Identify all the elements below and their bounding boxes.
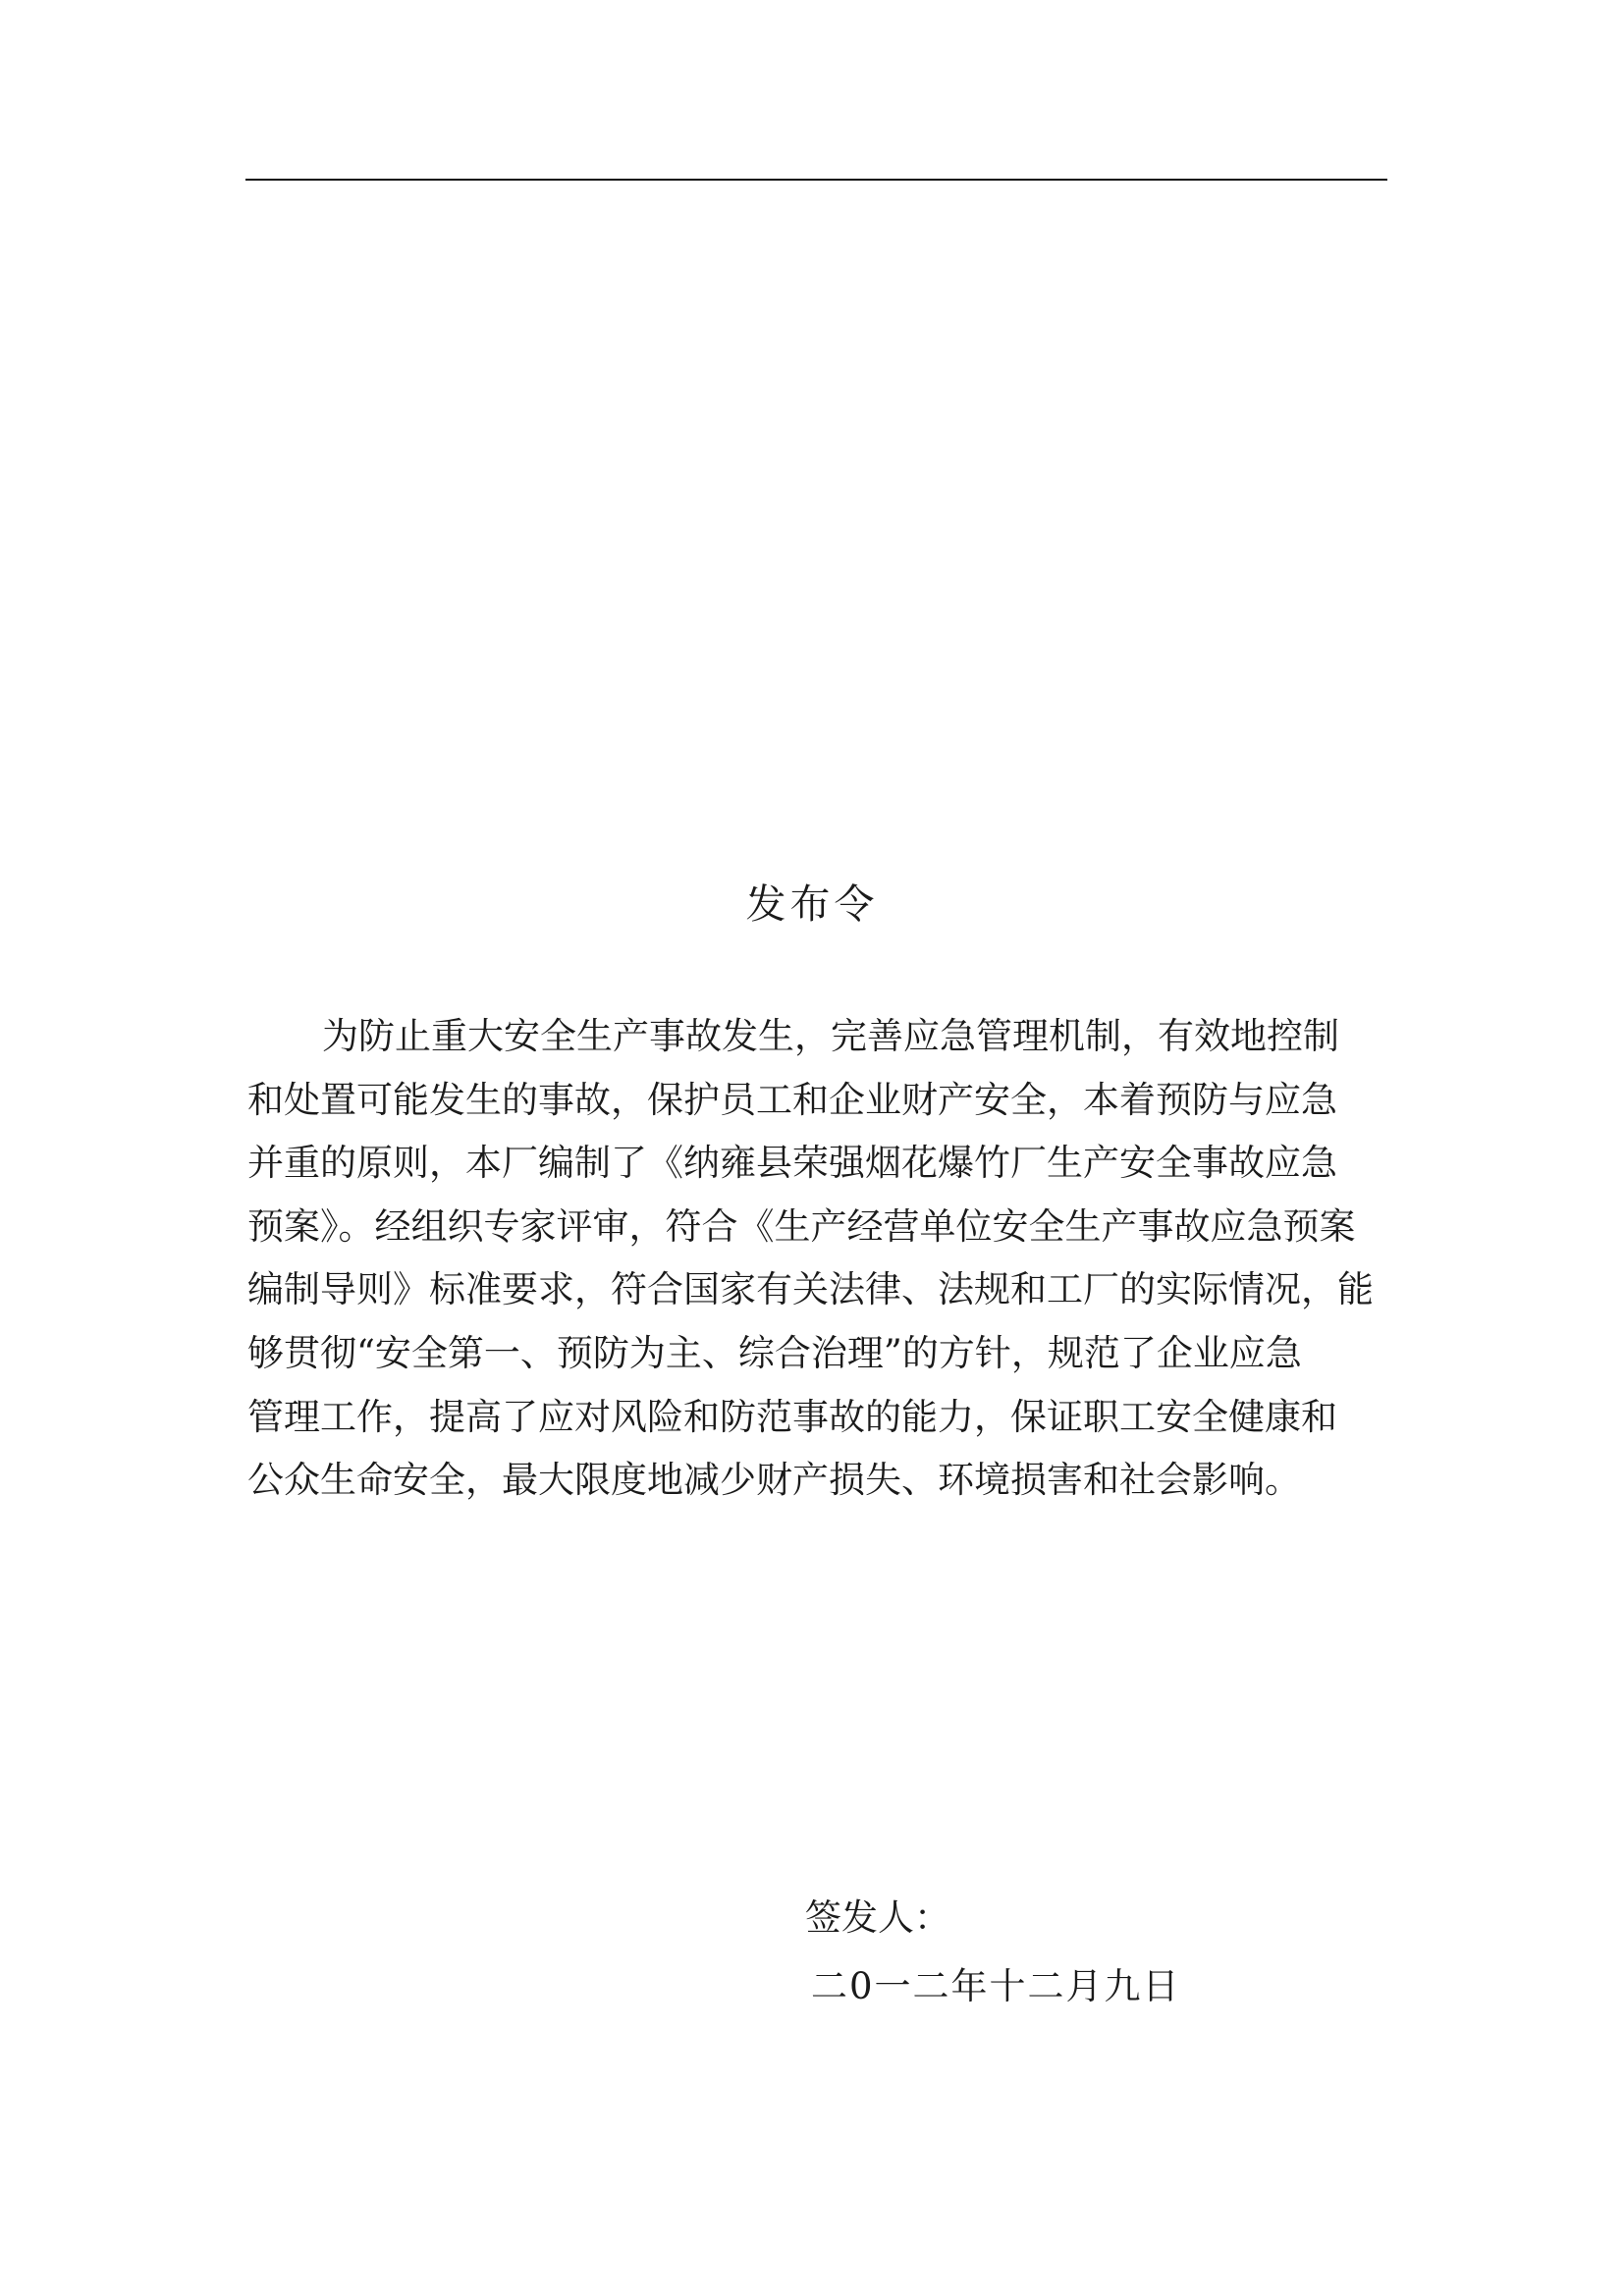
- body-line: 编制导则》标准要求，符合国家有关法律、法规和工厂的实际情况，能: [247, 1268, 1374, 1311]
- header-rule: [245, 179, 1387, 181]
- signer-label: 签发人：: [805, 1896, 950, 1939]
- body-paragraph: [247, 1005, 1384, 1513]
- body-line: 管理工作，提高了应对风险和防范事故的能力，保证职工安全健康和: [247, 1395, 1337, 1438]
- body-line: 公众生命安全，最大限度地减少财产损失、环境损害和社会影响。: [247, 1459, 1301, 1502]
- document-title: 发布令: [745, 881, 879, 928]
- body-line: 预案》。经组织专家评审，符合《生产经营单位安全生产事故应急预案: [247, 1204, 1356, 1248]
- body-line: 和处置可能发生的事故，保护员工和企业财产安全，本着预防与应急: [247, 1078, 1337, 1121]
- body-line: 并重的原则，本厂编制了《纳雍县荣强烟花爆竹厂生产安全事故应急: [247, 1142, 1337, 1185]
- body-line: 够贯彻“安全第一、预防为主、综合治理”的方针，规范了企业应急: [247, 1331, 1302, 1374]
- body-line: 为防止重大安全生产事故发生，完善应急管理机制，有效地控制: [322, 1015, 1339, 1057]
- issue-date: 二0一二年十二月九日: [811, 1965, 1181, 2007]
